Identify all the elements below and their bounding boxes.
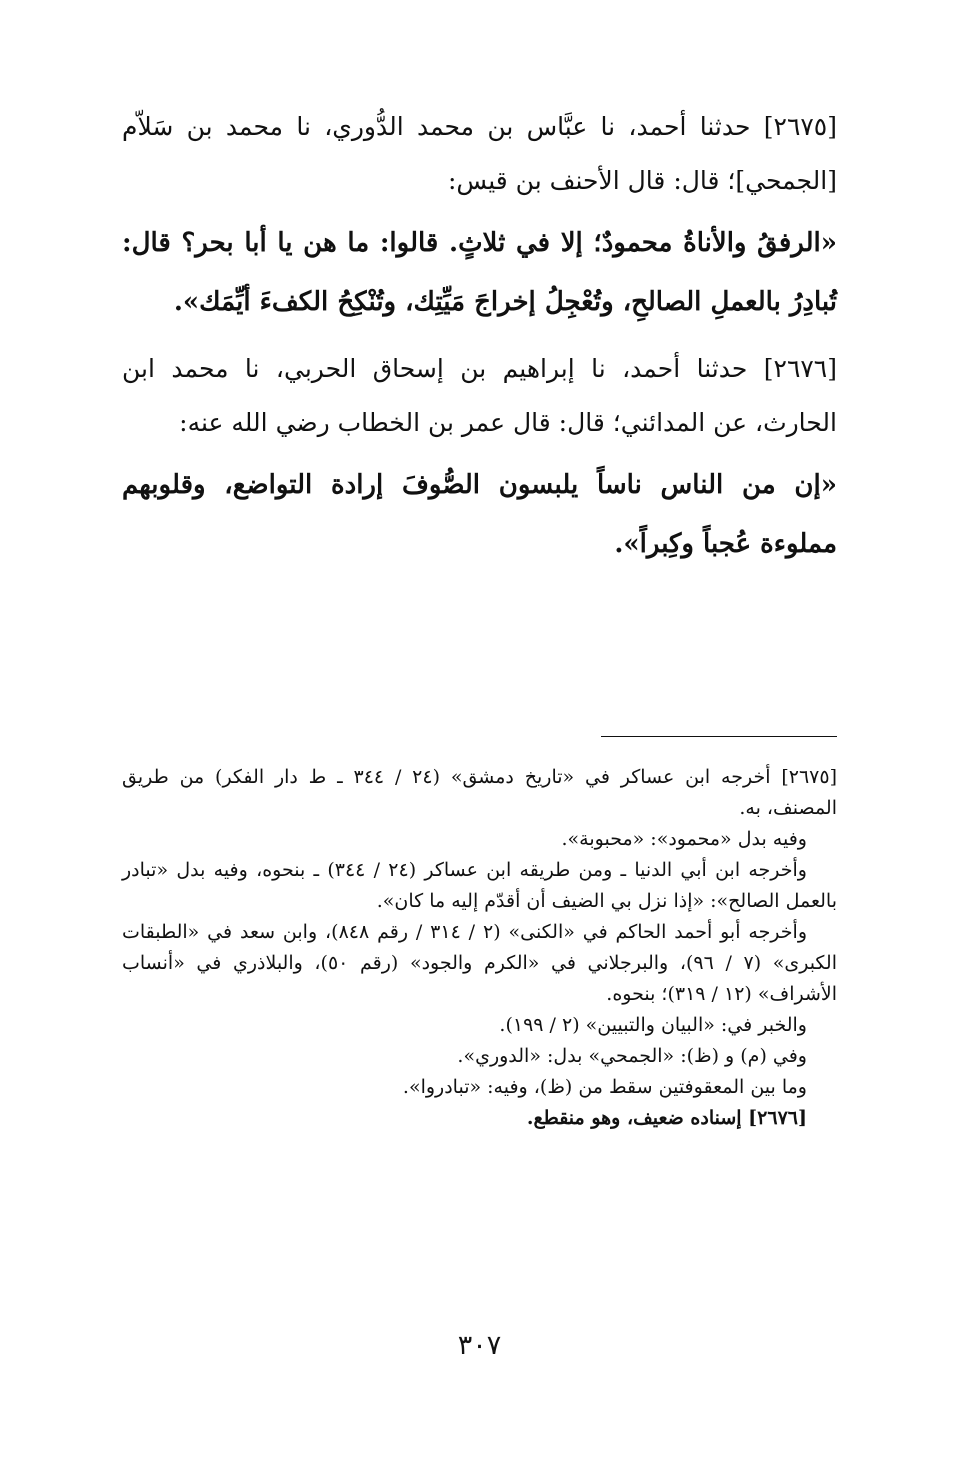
hadith-2675-number: [٢٦٧٥] xyxy=(763,112,837,141)
footnote-2675-number: [٢٦٧٥] xyxy=(781,766,837,788)
footnote-manuscript-variant: وفي (م) و (ظ): «الجمحي» بدل: «الدوري». xyxy=(457,1045,807,1067)
footnote-2676-text: إسناده ضعيف، وهو منقطع. xyxy=(526,1107,742,1129)
hadith-2676-matn: «إن من الناس ناساً يلبسون الصُّوفَ إرادة التواضع، وقلوبهم مملوءة عُجباً وكِبراً». xyxy=(122,470,837,559)
hadith-2675-isnad xyxy=(122,100,837,208)
page-number: ٣٠٧ xyxy=(457,1330,502,1361)
footnote-other-sources: وأخرجه أبو أحمد الحاكم في «الكنى» (٢ / ٣١٤ / رقم ٨٤٨)، وابن سعد في «الطبقات الكبرى» (٧ / ٩٦)، والبرجلاني في «الكرم والجود» (رقم ٥٠)، والبلاذري في «أنساب الأشراف» (١٢ / ٣١٩)؛ بنحوه. xyxy=(122,921,837,1005)
footnote-variant-mahmud: وفيه بدل «محمود»: «محبوبة». xyxy=(561,828,807,850)
footnote-2675-source xyxy=(122,762,837,824)
hadith-2676-isnad-text: حدثنا أحمد، نا إبراهيم بن إسحاق الحربي، نا محمد ابن الحارث، عن المدائني؛ قال: قال عمر بن الخطاب رضي الله عنه: xyxy=(122,354,837,437)
footnote-brackets: وما بين المعقوفتين سقط من (ظ)، وفيه: «تبادروا». xyxy=(402,1076,807,1098)
footnote-separator xyxy=(601,736,837,737)
hadith-2675-matn: «الرفقُ والأناةُ محمودٌ؛ إلا في ثلاثٍ. قالوا: ما هن يا أبا بحر؟ قال: تُبادِرُ بالعملِ الصالحِ، وتُعْجِلُ إخراجَ مَيِّتِك، وتُنْكِحُ الكفءَ أيِّمَك». xyxy=(122,228,837,317)
footnote-2675-text: أخرجه ابن عساكر في «تاريخ دمشق» (٢٤ / ٣٤٤ ـ ط دار الفكر) من طريق المصنف، به. xyxy=(122,766,837,819)
hadith-2676-isnad xyxy=(122,342,837,450)
hadith-2676-number: [٢٦٧٦] xyxy=(763,354,837,383)
footnote-ibn-abi-dunya: وأخرجه ابن أبي الدنيا ـ ومن طريقه ابن عساكر (٢٤ / ٣٤٤) ـ بنحوه، وفيه بدل «تبادر بالعمل الصالح»: «إذا نزل بي الضيف أن أقدّم إليه ما كان». xyxy=(122,859,837,912)
hadith-2675-isnad-text: حدثنا أحمد، نا عبَّاس بن محمد الدُّوري، نا محمد بن سَلاّم [الجمحي]؛ قال: قال الأحنف بن قيس: xyxy=(122,112,837,195)
book-page xyxy=(122,100,837,1460)
footnote-2676-number: [٢٦٧٦] xyxy=(748,1107,807,1129)
footnotes xyxy=(122,762,837,1134)
footnote-2676 xyxy=(122,1103,837,1134)
footnote-bayan: والخبر في: «البيان والتبيين» (٢ / ١٩٩). xyxy=(499,1014,807,1036)
